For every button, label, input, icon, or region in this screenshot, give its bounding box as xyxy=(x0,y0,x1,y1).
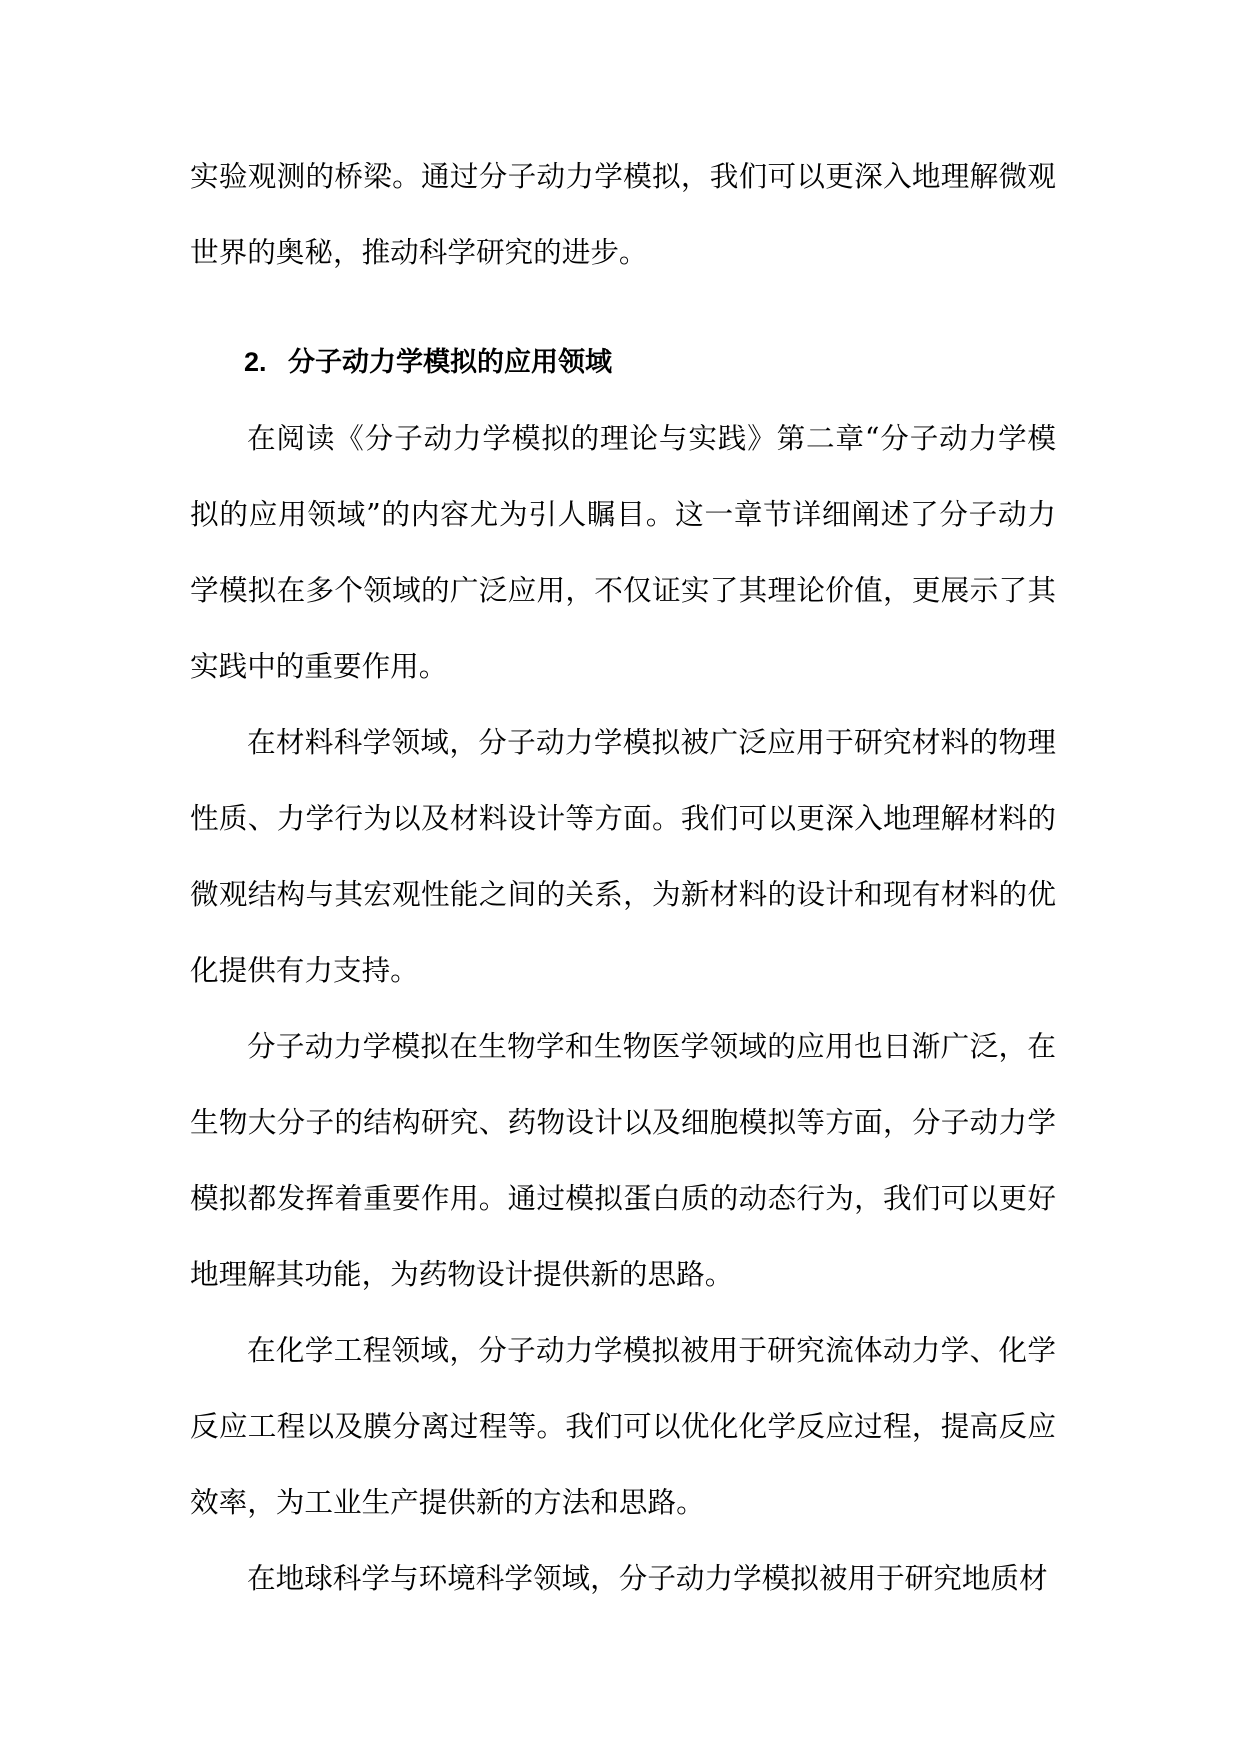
continued-paragraph: 实验观测的桥梁。通过分子动力学模拟，我们可以更深入地理解微观世界的奥秘，推动科学研究的进步。 xyxy=(190,159,1056,269)
section-heading xyxy=(190,324,1056,400)
page-body xyxy=(190,138,1056,1616)
paragraph-materials-science: 在材料科学领域，分子动力学模拟被广泛应用于研究材料的物理性质、力学行为以及材料设计等方面。我们可以更深入地理解材料的微观结构与其宏观性能之间的关系，为新材料的设计和现有材料的优化提供有力支持。 xyxy=(190,725,1056,987)
paragraph-reading-intro: 在阅读《分子动力学模拟的理论与实践》第二章“分子动力学模拟的应用领域”的内容尤为引人瞩目。这一章节详细阐述了分子动力学模拟在多个领域的广泛应用，不仅证实了其理论价值，更展示了其实践中的重要作用。 xyxy=(190,421,1056,683)
paragraph-biology-biomedicine: 分子动力学模拟在生物学和生物医学领域的应用也日渐广泛，在生物大分子的结构研究、药物设计以及细胞模拟等方面，分子动力学模拟都发挥着重要作用。通过模拟蛋白质的动态行为，我们可以更好地理解其功能，为药物设计提供新的思路。 xyxy=(190,1029,1056,1291)
paragraph-earth-environmental-science: 在地球科学与环境科学领域，分子动力学模拟被用于研究地质材 xyxy=(247,1561,1048,1595)
section-number: 2. xyxy=(244,347,267,377)
paragraph-chemical-engineering: 在化学工程领域，分子动力学模拟被用于研究流体动力学、化学反应工程以及膜分离过程等。我们可以优化化学反应过程，提高反应效率，为工业生产提供新的方法和思路。 xyxy=(190,1333,1056,1519)
section-title: 分子动力学模拟的应用领域 xyxy=(288,347,612,378)
